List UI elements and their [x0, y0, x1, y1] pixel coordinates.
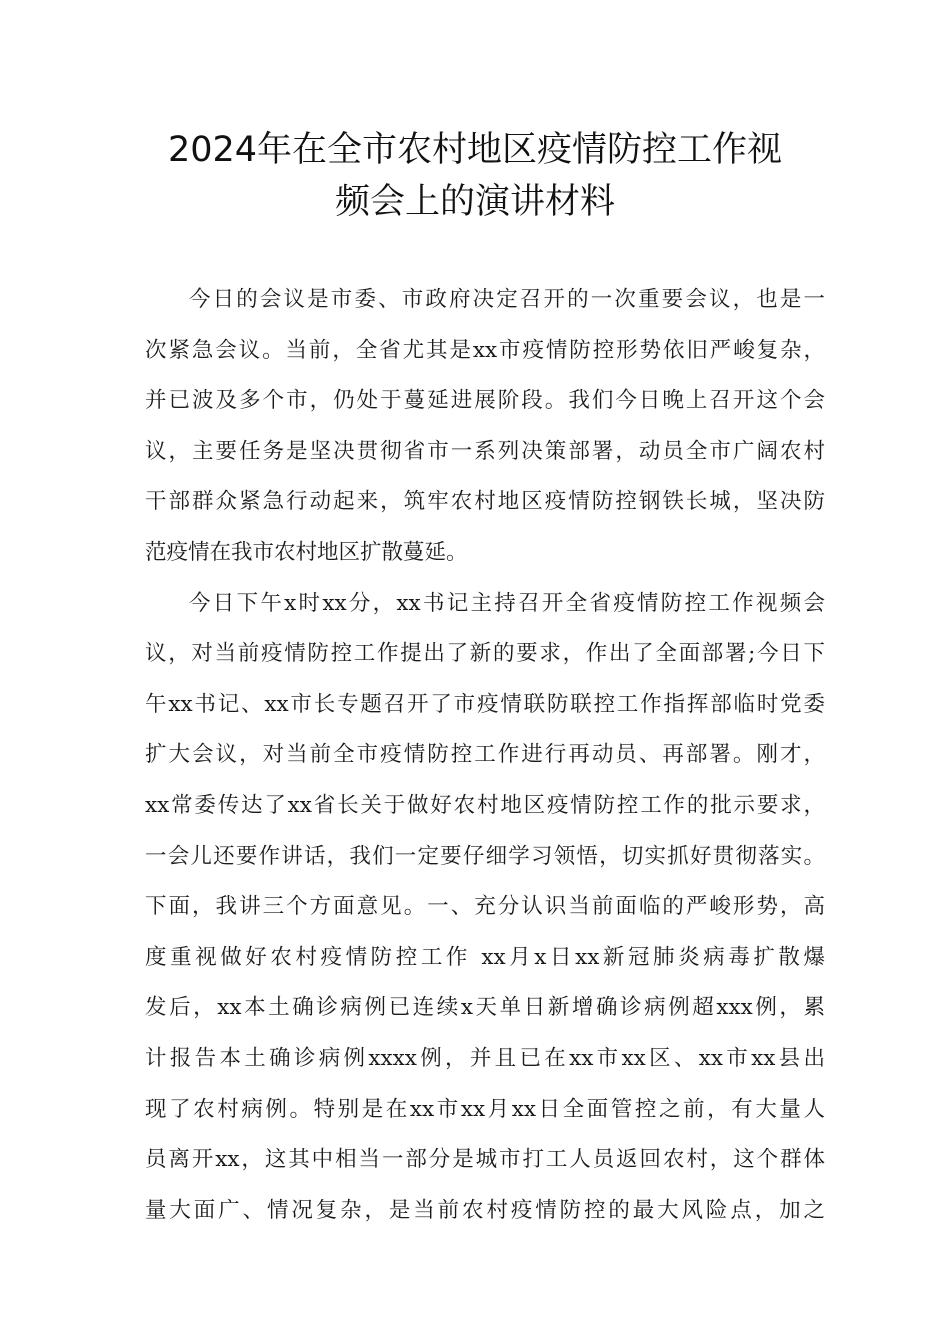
text-line: 次紧急会议。当前，全省尤其是xx市疫情防控形势依旧严峻复杂，	[145, 337, 825, 363]
text-line: 议，对当前疫情防控工作提出了新的要求，作出了全面部署;今日下	[145, 641, 825, 667]
text-line: 今日下午x时xx分，xx书记主持召开全省疫情防控工作视频会	[189, 590, 825, 616]
document-title	[100, 124, 850, 228]
text-line: 范疫情在我市农村地区扩散蔓延。	[145, 539, 468, 565]
title-line: 2024年在全市农村地区疫情防控工作视	[167, 130, 783, 170]
text-line: 下面，我讲三个方面意见。一、充分认识当前面临的严峻形势，高	[145, 894, 825, 920]
text-line: 度重视做好农村疫情防控工作 xx月x日xx新冠肺炎病毒扩散爆	[145, 944, 825, 970]
paragraph	[145, 584, 825, 1242]
text-line: 干部群众紧急行动起来，筑牢农村地区疫情防控钢铁长城，坚决防	[145, 489, 825, 515]
text-line: 午xx书记、xx市长专题召开了市疫情联防联控工作指挥部临时党委	[145, 691, 825, 717]
paragraph	[145, 280, 825, 584]
text-line: 计报告本土确诊病例xxxx例，并且已在xx市xx区、xx市xx县出	[145, 1045, 825, 1071]
text-line: 发后，xx本土确诊病例已连续x天单日新增确诊病例超xxx例，累	[145, 995, 825, 1021]
document-body	[145, 280, 825, 1241]
text-line: 今日的会议是市委、市政府决定召开的一次重要会议，也是一	[189, 287, 825, 312]
text-line: 一会儿还要作讲话，我们一定要仔细学习领悟，切实抓好贯彻落实。	[145, 843, 825, 869]
text-line: 量大面广、情况复杂，是当前农村疫情防控的最大风险点，加之	[145, 1197, 825, 1223]
text-line: xx常委传达了xx省长关于做好农村地区疫情防控工作的批示要求，	[145, 792, 825, 818]
text-line: 员离开xx，这其中相当一部分是城市打工人员返回农村，这个群体	[145, 1147, 825, 1173]
text-line: 扩大会议，对当前全市疫情防控工作进行再动员、再部署。刚才，	[145, 742, 825, 768]
text-line: 议，主要任务是坚决贯彻省市一系列决策部署，动员全市广阔农村	[145, 438, 825, 464]
text-line: 并已波及多个市，仍处于蔓延进展阶段。我们今日晚上召开这个会	[145, 388, 825, 414]
title-line: 频会上的演讲材料	[334, 182, 615, 222]
text-line: 现了农村病例。特别是在xx市xx月xx日全面管控之前，有大量人	[145, 1096, 825, 1122]
